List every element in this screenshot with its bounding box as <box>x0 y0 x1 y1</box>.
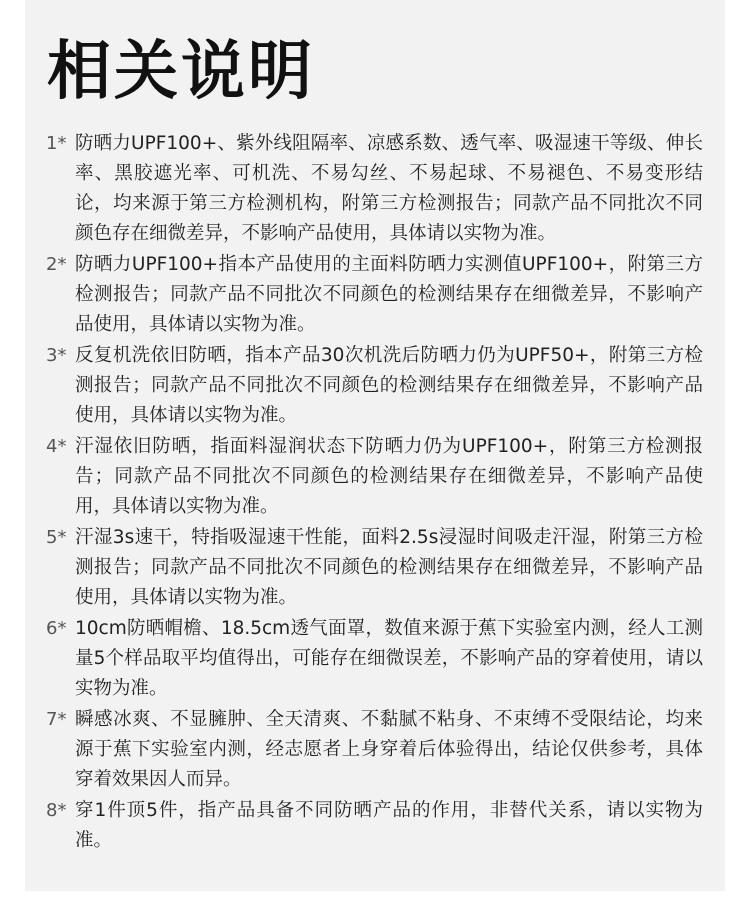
note-marker: 2* <box>46 254 67 275</box>
note-item <box>25 796 725 856</box>
note-item <box>25 341 725 431</box>
note-text: 穿1件顶5件，指产品具备不同防晒产品的作用，非替代关系，请以实物为准。 <box>75 800 703 851</box>
note-item <box>25 705 725 795</box>
note-text: 反复机洗依旧防晒，指本产品30次机洗后防晒力仍为UPF50+，附第三方检测报告；同款产品不同批次不同颜色的检测结果存在细微差异，不影响产品使用，具体请以实物为准。 <box>75 345 703 426</box>
note-marker: 7* <box>46 709 67 730</box>
note-item <box>25 432 725 522</box>
note-marker: 6* <box>46 618 67 639</box>
page-title: 相关说明 <box>47 35 315 109</box>
note-marker: 8* <box>46 800 67 821</box>
note-text: 10cm防晒帽檐、18.5cm透气面罩，数值来源于蕉下实验室内测，经人工测量5个样品取平均值得出，可能存在细微误差，不影响产品的穿着使用，请以实物为准。 <box>75 618 703 699</box>
note-text: 防晒力UPF100+指本产品使用的主面料防晒力实测值UPF100+，附第三方检测报告；同款产品不同批次不同颜色的检测结果存在细微差异，不影响产品使用，具体请以实物为准。 <box>75 254 703 335</box>
note-marker: 1* <box>46 133 67 154</box>
note-text: 汗湿依旧防晒，指面料湿润状态下防晒力仍为UPF100+，附第三方检测报告；同款产品不同批次不同颜色的检测结果存在细微差异，不影响产品使用，具体请以实物为准。 <box>75 436 703 517</box>
note-item <box>25 614 725 704</box>
note-text: 汗湿3s速干，特指吸湿速干性能，面料2.5s浸湿时间吸走汗湿，附第三方检测报告；同款产品不同批次不同颜色的检测结果存在细微差异，不影响产品使用，具体请以实物为准。 <box>75 527 703 608</box>
note-marker: 5* <box>46 527 67 548</box>
note-marker: 3* <box>46 345 67 366</box>
notes-panel <box>25 0 725 891</box>
notes-list <box>25 129 725 857</box>
note-item <box>25 523 725 613</box>
note-marker: 4* <box>46 436 67 457</box>
note-item <box>25 250 725 340</box>
note-text: 防晒力UPF100+、紫外线阻隔率、凉感系数、透气率、吸湿速干等级、伸长率、黑胶遮光率、可机洗、不易勾丝、不易起球、不易褪色、不易变形结论，均来源于第三方检测机构，附第三方检测报告；同款产品不同批次不同颜色存在细微差异，不影响产品使用，具体请以实物为准。 <box>75 133 703 244</box>
note-text: 瞬感冰爽、不显臃肿、全天清爽、不黏腻不粘身、不束缚不受限结论，均来源于蕉下实验室内测，经志愿者上身穿着后体验得出，结论仅供参考，具体穿着效果因人而异。 <box>75 709 703 790</box>
note-item <box>25 129 725 249</box>
